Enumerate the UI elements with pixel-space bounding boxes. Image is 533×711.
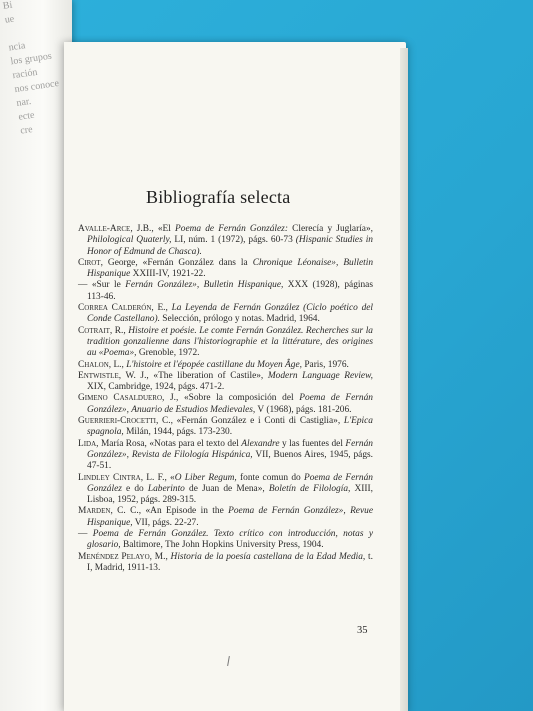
left-page-line: nar. <box>15 95 32 109</box>
entry-text: Clerecía y Juglaría», <box>287 224 373 234</box>
left-page-line: los grupos <box>9 50 53 68</box>
entry-author: Chalon <box>78 359 109 370</box>
entry-italic-text: Alexandre <box>241 438 280 449</box>
bibliography-entry <box>78 371 373 394</box>
entry-text: , L., <box>108 359 127 370</box>
bibliography-entry <box>78 529 373 552</box>
entry-italic-text: Histoire et poésie. Le comte Fernán González. Recherches sur la tradition gonzalienne dans l'historiographie et la littérature, des origines au «Poema», <box>87 325 373 359</box>
entry-italic-text: (Hispanic Studies in Honor of Edmund de Chasca). <box>87 235 373 257</box>
page-number: 35 <box>357 625 368 636</box>
entry-text: V (1968), págs. 181-206. <box>255 404 352 415</box>
bibliography-entry <box>78 224 373 258</box>
bibliography-entry <box>78 326 373 360</box>
entry-italic-text: Anuario de Estudios Medievales, <box>131 404 256 415</box>
entry-italic-text: Fernán González», <box>87 438 373 460</box>
entry-author: Entwistle <box>78 370 119 381</box>
entry-text: , E., <box>151 303 172 314</box>
bibliography-entry <box>78 473 373 507</box>
entry-text: VII, págs. 22-27. <box>132 517 199 528</box>
entry-text: de Juan de Mena», <box>184 483 269 494</box>
entry-text: , W. J., «The liberation of Castile», <box>118 370 268 381</box>
entry-text: — «Sur le <box>78 280 126 291</box>
entry-text: Grenoble, 1972. <box>136 348 200 359</box>
entry-italic-text: Poema de Fernán González: <box>175 224 288 234</box>
entry-text: , C. C., «An Episode in the <box>110 506 229 517</box>
entry-text: VII, Buenos Aires, 1945, págs. 47-51. <box>87 449 373 472</box>
entry-text: t. I, Madrid, 1911-13. <box>87 551 373 573</box>
bibliography-entry <box>78 393 373 416</box>
entry-text: XXX (1928), páginas 113-46. <box>87 280 373 302</box>
entry-text: fonte comun do <box>236 472 304 483</box>
entry-author: Marden <box>78 506 111 517</box>
bibliography-entry <box>78 439 373 473</box>
entry-text: , J., «Sobre la composición del <box>162 393 300 404</box>
left-page <box>0 0 72 711</box>
entry-text: , M., <box>149 551 171 562</box>
entry-italic-text: Modern Language Review, <box>267 370 373 381</box>
entry-italic-text: Chronique Léonaise», <box>252 257 339 268</box>
entry-text: XIX, Cambridge, 1924, págs. 471-2. <box>87 382 225 393</box>
entry-italic-text: Revista de Filología Hispánica, <box>131 449 253 460</box>
bibliography-list <box>78 224 373 574</box>
entry-text: Milán, 1944, págs. 173-230. <box>123 427 233 438</box>
bibliography-entry <box>78 280 373 303</box>
entry-text: , C., «Fernán González e i Conti di Castiglia», <box>155 416 344 427</box>
entry-italic-text: L'Epica spagnola, <box>87 416 373 438</box>
left-page-line: ración <box>11 66 39 82</box>
entry-italic-text: Laberinto <box>147 483 185 494</box>
left-page-text <box>2 0 72 139</box>
page-edge <box>400 48 408 711</box>
entry-italic-text: Revue Hispanique, <box>87 506 373 528</box>
entry-author: Lindley Cintra <box>78 472 141 483</box>
entry-author: Guerrieri-Crocetti <box>78 416 156 427</box>
entry-italic-text: La Leyenda de Fernán González (Ciclo poético del Conde Castellano). <box>87 303 374 325</box>
entry-italic-text: Boletín de Filología, <box>268 483 351 494</box>
entry-italic-text: Fernán González», <box>125 280 200 291</box>
bibliography-entry <box>78 258 373 281</box>
entry-text: , J.B., «El <box>130 224 176 234</box>
left-page-line: ecte <box>17 109 36 123</box>
entry-text: y las fuentes del <box>279 438 346 449</box>
entry-text: XIII, Lisboa, 1952, págs. 289-315. <box>87 483 373 506</box>
bibliography-entry <box>78 506 373 529</box>
page-title: Bibliografía selecta <box>146 187 291 207</box>
left-page-line: nos conoce <box>13 77 60 96</box>
entry-italic-text: O Liber Regum, <box>174 472 237 483</box>
entry-text: Baltimore, The John Hopkins University Press, 1904. <box>120 540 324 551</box>
entry-italic-text: Historia de la poesía castellana de la Edad Media, <box>170 551 366 562</box>
bibliography-entry <box>78 303 373 326</box>
entry-italic-text: Bulletin Hispanique <box>87 257 374 280</box>
entry-italic-text: Poema de Fernán González <box>87 472 373 494</box>
entry-author: Correa Calderón <box>78 303 152 314</box>
entry-author: Cirot <box>78 257 101 268</box>
entry-text: Selección, prólogo y notas. Madrid, 1964. <box>159 314 320 325</box>
entry-text: LI, núm. 1 (1972), págs. 60-73 <box>171 235 296 246</box>
bibliography-entry <box>78 416 373 439</box>
entry-italic-text: Poema de Fernán González», <box>228 506 346 517</box>
entry-italic-text: Poema de Fernán González. Texto crítico con introducción, notas y glosario, <box>87 529 374 551</box>
entry-text: , L. F., « <box>140 472 175 483</box>
entry-text: , María Rosa, «Notas para el texto del <box>96 438 242 449</box>
left-page-line: ncia <box>7 40 27 54</box>
entry-author: Avalle-Arce <box>78 224 131 234</box>
left-page-line: Bi <box>2 0 14 12</box>
entry-italic-text: Bulletin Hispanique, <box>203 280 284 291</box>
entry-text: Paris, 1976. <box>301 359 349 370</box>
entry-text: , George, «Fernán González dans la <box>100 257 253 268</box>
left-page-line: ue <box>4 13 15 26</box>
entry-text: , R., <box>109 325 129 336</box>
entry-author: Gimeno Casalduero <box>78 393 162 404</box>
left-page-line: cre <box>19 124 34 137</box>
entry-italic-text: L'histoire et l'épopée castillane du Moyen Âge, <box>126 359 302 370</box>
bibliography-entry <box>78 552 373 575</box>
entry-text: XXIII-IV, 1921-22. <box>130 269 206 280</box>
entry-author: Menéndez Pelayo <box>78 551 150 562</box>
entry-italic-text: Poema de Fernán González», <box>87 393 373 415</box>
entry-author: Cotrait <box>78 325 110 336</box>
entry-author: Lida <box>78 438 97 449</box>
entry-text: — <box>78 529 93 540</box>
entry-text: e do <box>121 483 148 494</box>
entry-italic-text: Philological Quaterly, <box>87 235 172 246</box>
bibliography-entry <box>78 360 373 371</box>
